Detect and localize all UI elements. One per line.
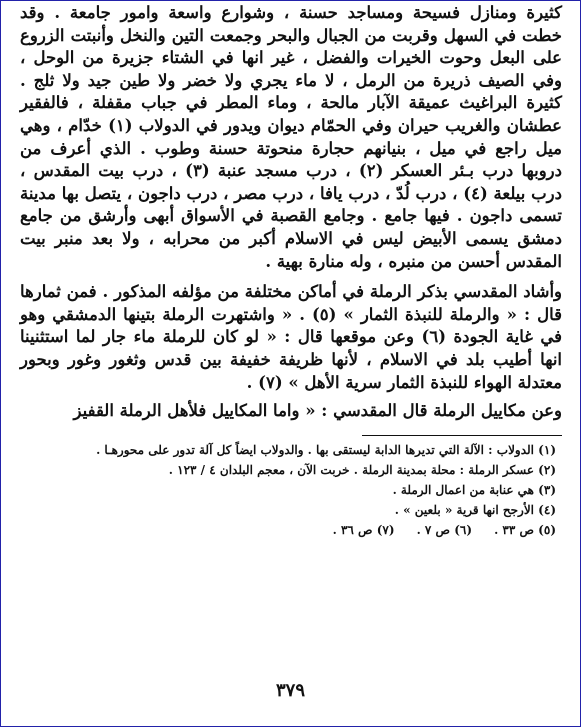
paragraph-2: وأشاد المقدسي بذكر الرملة في أماكن مختلفة من مؤلفه المذكور . فمن ثمارها قال : « والرملة للنبذة الثمار » (٥) . « واشتهرت الرملة بتينها الدمشقي وهو في غاية الجودة (٦) وعن موقعها قال : « لو كان للرملة ماء جار لما استثنينا انها أطيب بلد في الاسلام ، لأنها ظريفة خفيفة بين قدس وثغور وغور وبحور معتدلة الهواء للنبذة الثمار سرية الأهل » (٧) . <box>20 282 562 392</box>
paragraph-3: وعن مكاييل الرملة قال المقدسي : « واما المكاييل فلأهل الرملة القفيز <box>73 401 562 421</box>
paragraph-1: كثيرة ومنازل فسيحة ومساجد حسنة ، وشوارع واسعة وامور جامعة . وقد خطت في السهل وقربت من الجبال والبحر وجمعت التين والنخل وأنبتت الزروع على البعل وحوت الخيرات والفضل ، غير انها في الشتاء جزيرة من الوحل ، وفي الصيف ذريرة من الرمل ، لا ماء يجري ولا خضر ولا طين جيد ولا ثلج . كثيرة البراغيث عميقة الآبار مالحة ، وماء المطر في جباب مقفلة ، فالفقير عطشان والغريب حيران وفي الحمّام ديوان ويدور في الدولاب (١) خدّام ، وهي ميل راجع في ميل ، بنيانهم حجارة منحوتة حسنة وطوب . الذي أعرف من دروبها درب بـئر العسكر (٢) ، درب مسجد عنبة (٣) ، درب بيت المقدس ، درب بيلعة (٤) ، درب لُدّ ، درب يافا ، درب مصر ، درب داجون ، يتصل بها مدينة تسمى داجون . فيها جامع . وجامع القصبة في الأسواق أبهى وأرشق من جامع دمشق يسمى الأبيض ليس في الاسلام أكبر من محرابه ، ولا بعد منبر بيت المقدس أحسن من منبره ، وله منارة بهية . <box>20 3 562 271</box>
page-number: ٣٧٩ <box>275 680 305 701</box>
footnote-7: (٧) ص ٣٦ . <box>332 522 395 537</box>
footnote-4: (٤) الأرجح انها قرية « بلعين » . <box>394 502 556 517</box>
footnote-6: (٦) ص ٧ . <box>416 522 473 537</box>
footnote-1: (١) الدولاب : الآلة التي تديرها الدابة ليستقى بها . والدولاب ايضاً كل آلة تدور على محورهـا . <box>96 442 556 457</box>
footnote-row <box>20 520 562 540</box>
footnote-3: (٣) هي عنابة من اعمال الرملة . <box>392 482 556 497</box>
document-page <box>20 2 562 540</box>
footnote-5: (٥) ص ٣٣ . <box>494 522 556 537</box>
footnote-2: (٢) عسكر الرملة : محلة بمدينة الرملة . خربت الآن ، معجم البلدان ٤ / ١٢٣ . <box>168 462 556 477</box>
footnote-divider <box>362 435 562 436</box>
